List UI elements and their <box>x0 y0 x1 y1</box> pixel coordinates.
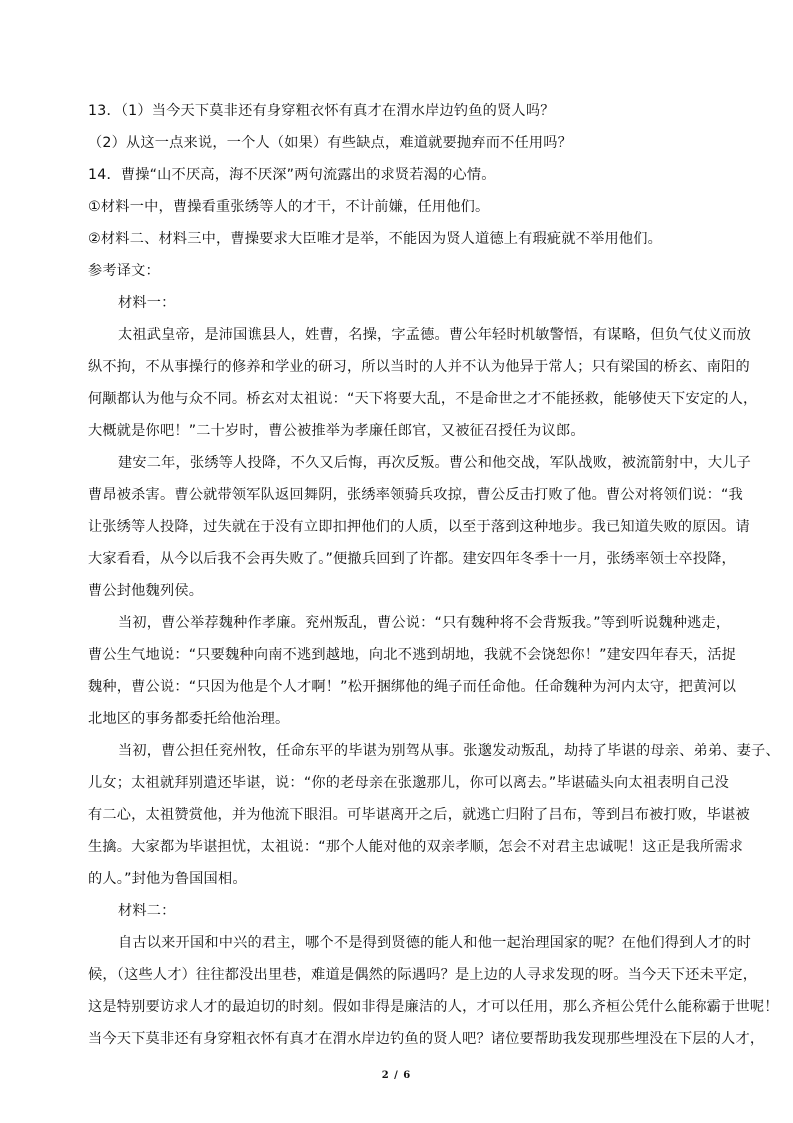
paragraph-line: 曹昂被杀害。曹公就带领军队返回舞阴，张绣率领骑兵攻掠，曹公反击打败了他。曹公对将领们说：“我 <box>88 487 743 503</box>
paragraph-line: 的人。”封他为鲁国国相。 <box>88 871 247 887</box>
paragraph-line: 候，（这些人才）往往都没出里巷，难道是偶然的际遇吗？是上边的人寻求发现的呀。当今天下还未平定， <box>88 967 758 983</box>
paragraph-line: 自古以来开国和中兴的君主，哪个不是得到贤德的能人和他一起治理国家的呢？在他们得到人才的时 <box>118 935 752 951</box>
paragraph-line: 曹公封他魏列侯。 <box>88 583 204 599</box>
paragraph-line: 北地区的事务都委托给他治理。 <box>88 711 290 727</box>
answer-14: 14．曹操“山不厌高，海不厌深”两句流露出的求贤若渴的心情。 <box>88 167 496 183</box>
answer-13-part1: 13．（1）当今天下莫非还有身穿粗衣怀有真才在渭水岸边钓鱼的贤人吗？ <box>88 103 555 119</box>
page-number: 2 / 6 <box>381 1070 412 1081</box>
answer-14-point1: ①材料一中，曹操看重张绣等人的才干，不计前嫌，任用他们。 <box>88 199 490 215</box>
paragraph-line: 曹公生气地说：“只要魏种向南不逃到越地，向北不逃到胡地，我就不会饶恕你！”建安四年春天，活捉 <box>88 647 737 663</box>
paragraph-line: 儿女；太祖就拜别遣还毕谌，说：“你的老母亲在张邈那儿，你可以离去。”毕谌磕头向太祖表明自己没 <box>88 775 730 791</box>
answer-14-point2: ②材料二、材料三中，曹操要求大臣唯才是举，不能因为贤人道德上有瑕疵就不举用他们。 <box>88 231 663 247</box>
translation-heading: 参考译文： <box>88 263 160 279</box>
paragraph-line: 建安二年，张绣等人投降，不久又后悔，再次反叛。曹公和他交战，军队战败，被流箭射中，大儿子 <box>118 455 752 471</box>
paragraph-line: 太祖武皇帝，是沛国谯县人，姓曹，名操，字孟德。曹公年轻时机敏警悟，有谋略，但负气仗义而放 <box>118 327 752 343</box>
paragraph-line: 当初，曹公举荐魏种作孝廉。兖州叛乱，曹公说：“只有魏种将不会背叛我。”等到听说魏种逃走， <box>118 615 731 631</box>
paragraph-line: 魏种，曹公说：“只因为他是个人才啊！”松开捆绑他的绳子而任命他。任命魏种为河内太守，把黄河以 <box>88 679 737 695</box>
paragraph-line: 大家看看，从今以后我不会再失败了。”便撤兵回到了许都。建安四年冬季十一月，张绣率领士卒投降， <box>88 551 736 567</box>
paragraph-line: 大概就是你吧！”二十岁时，曹公被推举为孝廉任郎官，又被征召授任为议郎。 <box>88 423 585 439</box>
paragraph-line: 纵不拘，不从事操行的修养和学业的研习，所以当时的人并不认为他异于常人；只有梁国的桥玄、南阳的 <box>88 359 750 375</box>
paragraph-line: 这是特别要访求人才的最迫切的时刻。假如非得是廉洁的人，才可以任用，那么齐桓公凭什么能称霸于世呢！ <box>88 999 779 1015</box>
paragraph-line: 当今天下莫非还有身穿粗衣怀有真才在渭水岸边钓鱼的贤人吧？诸位要帮助我发现那些埋没在下层的人才， <box>88 1031 765 1047</box>
material-2-heading: 材料二： <box>118 903 176 919</box>
answer-13-part2: （2）从这一点来说，一个人（如果）有些缺点，难道就要抛弃而不任用吗？ <box>88 135 573 151</box>
paragraph-line: 当初，曹公担任兖州牧，任命东平的毕谌为别驾从事。张邈发动叛乱，劫持了毕谌的母亲、弟弟、妻子、 <box>118 743 780 759</box>
paragraph-line: 生擒。大家都为毕谌担忧，太祖说：“那个人能对他的双亲孝顺，怎会不对君主忠诚呢！这正是我所需求 <box>88 839 743 855</box>
paragraph-line: 何颙都认为他与众不同。桥玄对太祖说：“天下将要大乱，不是命世之才不能拯救，能够使天下安定的人， <box>88 391 758 407</box>
paragraph-line: 有二心，太祖赞赏他，并为他流下眼泪。可毕谌离开之后，就逃亡归附了吕布，等到吕布被打败，毕谌被 <box>88 807 750 823</box>
material-1-heading: 材料一： <box>118 295 176 311</box>
paragraph-line: 让张绣等人投降，过失就在于没有立即扣押他们的人质，以至于落到这种地步。我已知道失败的原因。请 <box>88 519 750 535</box>
